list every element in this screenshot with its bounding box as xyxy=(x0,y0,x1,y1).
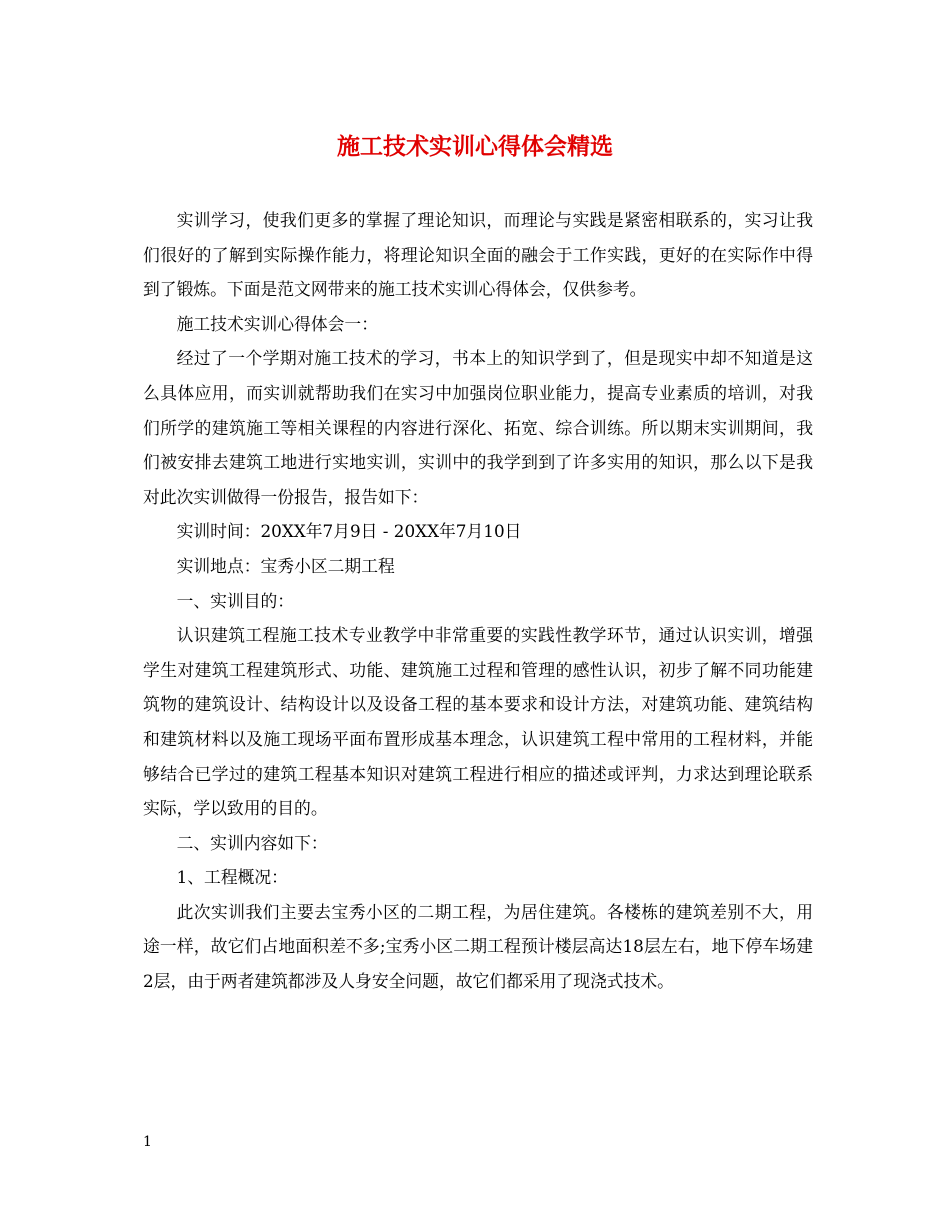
document-title: 施工技术实训心得体会精选 xyxy=(337,133,613,160)
subsection-heading-overview: 1、工程概况： xyxy=(176,867,288,888)
paragraph-study: 经过了一个学期对施工技术的学习，书本上的知识学到了，但是现实中却不知道是这么具体应用，而实训就帮助我们在实习中加强岗位职业能力，提高专业素质的培训，对我们所学的建筑施工等相关课程的内容进行深化、拓宽、综合训练。所以期末实训期间，我们被安排去建筑工地进行实地实训，实训中的我学到到了许多实用的知识，那么以下是我对此次实训做得一份报告，报告如下： xyxy=(143,348,813,507)
document-body xyxy=(143,203,813,999)
paragraph-intro: 实训学习，使我们更多的掌握了理论知识，而理论与实践是紧密相联系的，实习让我们很好的了解到实际操作能力，将理论知识全面的融会于工作实践，更好的在实际作中得到了锻炼。下面是范文网带来的施工技术实训心得体会，仅供参考。 xyxy=(143,210,813,300)
section-heading-content: 二、实训内容如下： xyxy=(176,832,328,853)
paragraph-training-location: 实训地点：宝秀小区二期工程 xyxy=(176,555,395,576)
paragraph-purpose: 认识建筑工程施工技术专业教学中非常重要的实践性教学环节，通过认识实训，增强学生对建筑工程建筑形式、功能、建筑施工过程和管理的感性认识，初步了解不同功能建筑物的建筑设计、结构设计以及设备工程的基本要求和设计方法，对建筑功能、建筑结构和建筑材料以及施工现场平面布置形成基本理念，认识建筑工程中常用的工程材料，并能够结合已学过的建筑工程基本知识对建筑工程进行相应的描述或评判，力求达到理论联系实际，学以致用的目的。 xyxy=(143,625,813,819)
section-heading-purpose: 一、实训目的： xyxy=(176,590,295,611)
paragraph-heading-one: 施工技术实训心得体会一： xyxy=(176,313,378,334)
paragraph-overview: 此次实训我们主要去宝秀小区的二期工程，为居住建筑。各楼栋的建筑差别不大，用途一样，故它们占地面积差不多;宝秀小区二期工程预计楼层高达18层左右，地下停车场建2层，由于两者建筑都涉及人身安全问题，故它们都采用了现浇式技术。 xyxy=(143,901,813,992)
page-number: 1 xyxy=(143,1134,152,1150)
paragraph-training-time: 实训时间：20XX年7月9日 - 20XX年7月10日 xyxy=(176,521,522,542)
